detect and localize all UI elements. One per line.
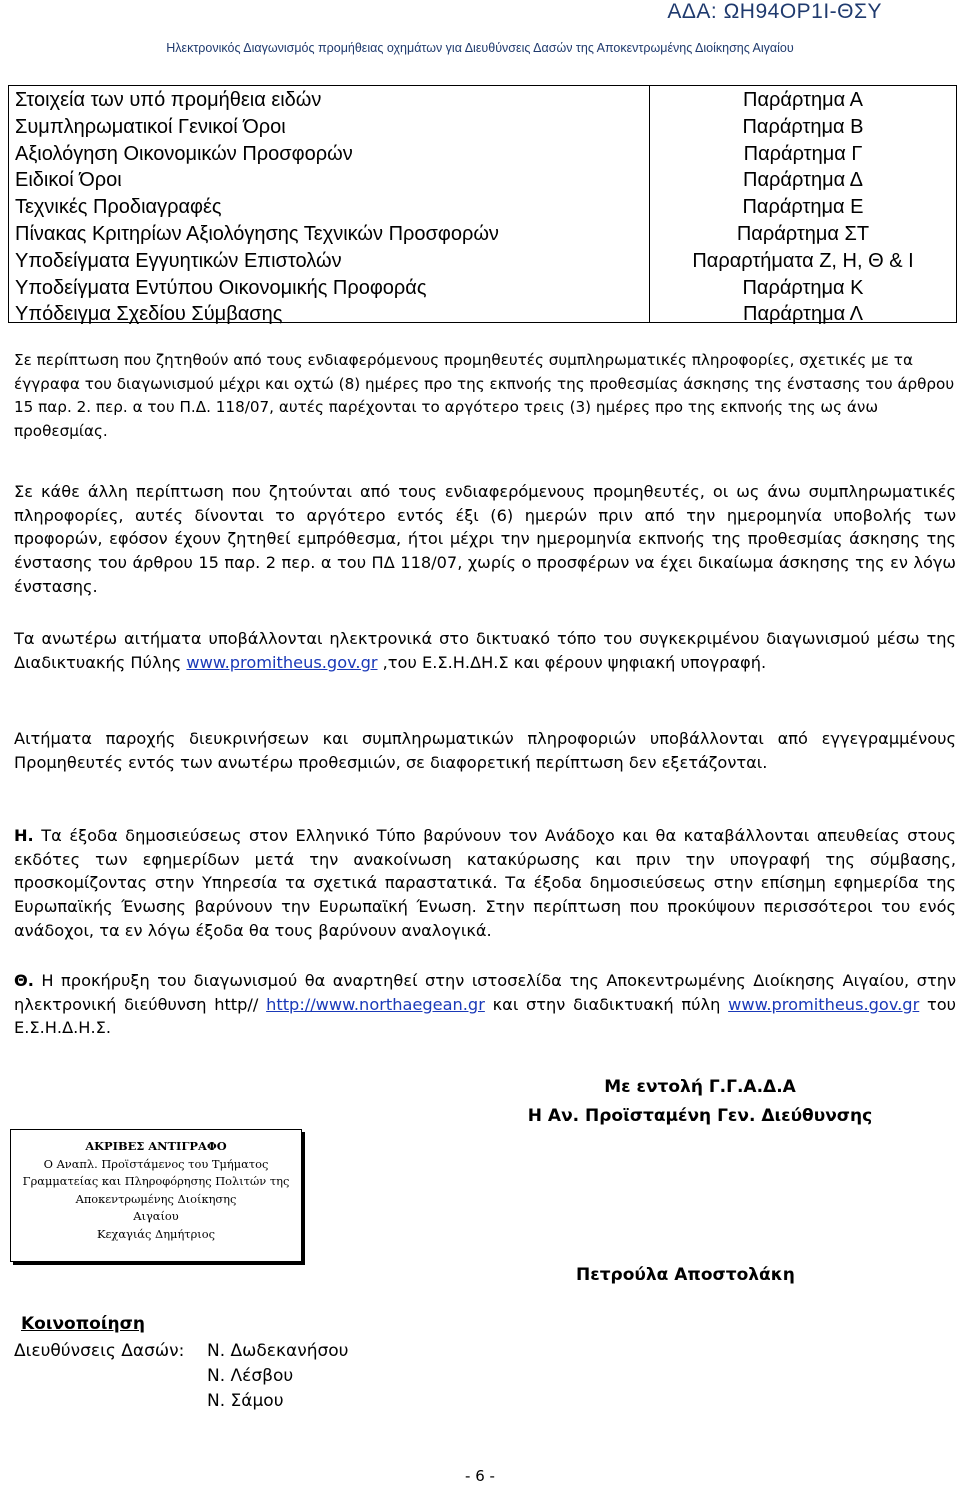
promitheus-link[interactable]: www.promitheus.gov.gr — [186, 652, 378, 672]
paragraph-clarifications: Σε περίπτωση που ζητηθούν από τους ενδιαφερόμενους προμηθευτές συμπληρωματικές πληροφορίες, σχετικές με τα έγγραφα του διαγωνισμού μέχρι και οχτώ (8) ημέρες προ της εκπνοής της προθεσμίας άσκησης της ένστασης του άρθρου 15 παρ. 2. περ. α του Π.Δ. 118/07, αυτές παρέχονται το αργότερο τρεις (3) ημέρες προ της εκπνοής της ως άνω προθεσμίας. — [14, 351, 955, 441]
annex-label: Παράρτημα Δ — [743, 169, 863, 192]
annex-label: Παράρτημα Ε — [742, 196, 864, 219]
stamp-line: Γραμματείας και Πληροφόρησης Πολιτών της — [22, 1174, 290, 1189]
paragraph-text: Τα ανωτέρω αιτήματα υποβάλλονται ηλεκτρονικά στο δικτυακό τόπο του συγκεκριμένου διαγωνισμού μέσω της Διαδικτυακής Πύλης — [14, 629, 956, 672]
annex-label: Παραρτήματα Ζ, Η, Θ & Ι — [692, 249, 914, 272]
section-label: Θ. — [14, 971, 34, 990]
annex-title: Ειδικοί Όροι — [15, 169, 122, 192]
paragraph-section-th — [14, 969, 956, 1040]
annex-labels-column — [650, 86, 956, 326]
paragraph-text: του Ε.Σ.Η.Δ.Η.Σ. — [14, 994, 956, 1038]
annex-title: Πίνακας Κριτηρίων Αξιολόγησης Τεχνικών Προσφορών — [15, 222, 499, 245]
stamp-line: Κεχαγιάς Δημήτριος — [97, 1226, 215, 1241]
signer-name: Πετρούλα Αποστολάκη — [576, 1265, 795, 1285]
distribution-label: Διευθύνσεις Δασών: — [14, 1341, 185, 1361]
annex-titles-column — [9, 86, 650, 326]
document-subtitle: Ηλεκτρονικός Διαγωνισμός προμήθειας οχημάτων για Διευθύνσεις Δασών της Αποκεντρωμένης Διοίκησης Αιγαίου — [166, 41, 794, 55]
annex-label: Παράρτημα Κ — [742, 276, 864, 299]
paragraph-text: ,του Ε.Σ.Η.ΔΗ.Σ και φέρουν ψηφιακή υπογραφή. — [377, 652, 767, 672]
annex-label: Παράρτημα Γ — [743, 142, 863, 165]
annex-table — [8, 85, 957, 326]
annex-title: Αξιολόγηση Οικονομικών Προσφορών — [15, 142, 353, 165]
promitheus-link[interactable]: www.promitheus.gov.gr — [728, 994, 920, 1014]
ada-code: ΑΔΑ: ΩΗ94ΟΡ1Ι-ΘΣΥ — [667, 0, 882, 23]
stamp-line: Ο Αναπλ. Προϊστάμενος του Τμήματος — [43, 1156, 269, 1171]
northaegean-link[interactable]: http://www.northaegean.gr — [266, 994, 485, 1014]
signature-heading — [500, 1073, 900, 1131]
annex-label: Παράρτημα Β — [742, 115, 864, 138]
paragraph-submission — [14, 627, 956, 674]
section-label: Η. — [14, 826, 34, 845]
paragraph-text: Τα έξοδα δημοσιεύσεως στον Ελληνικό Τύπο βαρύνουν τον Ανάδοχο και θα καταβάλλονται απευθείας στους εκδότες των εφημερίδων μετά την ανακοίνωση κατακύρωσης και πριν την υπογραφή της σύμβασης, προσκομίζοντας στην Υπηρεσία τα σχετικά παραστατικά. Τα έξοδα δημοσιεύσεως στην επίσημη εφημερίδα της Ευρωπαϊκής Ένωσης βαρύνουν την Ευρωπαϊκή Ένωση. Στην περίπτωση που προκύψουν περισσότεροι του ενός ανάδοχοι, τα εν λόγω έξοδα θα τους βαρύνουν αναλογικά. — [14, 826, 956, 940]
annex-title: Συμπληρωματικοί Γενικοί Όροι — [15, 115, 286, 138]
annex-label: Παράρτημα ΣΤ — [736, 222, 870, 245]
paragraph-requests: Αιτήματα παροχής διευκρινήσεων και συμπληρωματικών πληροφοριών υποβάλλονται από εγγεγραμμένους Προμηθευτές εντός των ανωτέρω προθεσμιών, σε διαφορετική περίπτωση δεν εξετάζονται. — [14, 729, 956, 772]
annex-label: Παράρτημα Λ — [743, 303, 863, 326]
paragraph-text: Η προκήρυξη του διαγωνισμού θα αναρτηθεί στην ιστοσελίδα της Αποκεντρωμένης Διοίκησης Αιγαίου, στην ηλεκτρονική διεύθυνση http// — [14, 971, 956, 1014]
signature-line-2: Η Αν. Προϊσταμένη Γεν. Διεύθυνσης — [527, 1106, 873, 1126]
stamp-line: Αιγαίου — [133, 1209, 179, 1224]
annex-label: Παράρτημα Α — [743, 89, 863, 111]
paragraph-text: και στην διαδικτυακή πύλη — [484, 994, 729, 1014]
distribution-item: Ν. Λέσβου — [207, 1366, 294, 1386]
annex-title: Τεχνικές Προδιαγραφές — [15, 196, 222, 219]
annex-title: Υπόδειγμα Σχεδίου Σύμβασης — [15, 303, 283, 326]
distribution-title: Κοινοποίηση — [21, 1314, 145, 1334]
stamp-line: Αποκεντρωμένης Διοίκησης — [75, 1191, 237, 1206]
distribution-item: Ν. Δωδεκανήσου — [207, 1341, 349, 1361]
signature-line-1: Με εντολή Γ.Γ.Α.Δ.Α — [604, 1077, 796, 1097]
annex-title: Στοιχεία των υπό προμήθεια ειδών — [15, 89, 322, 111]
paragraph-other-cases: Σε κάθε άλλη περίπτωση που ζητούνται από τους ενδιαφερόμενους προμηθευτές, οι ως άνω συμπληρωματικές πληροφορίες, αυτές δίνονται το αργότερο εντός έξι (6) ημερών πριν από την ημερομηνία υποβολής των προφορών, εφόσον έχουν ζητηθεί εμπρόθεσμα, ήτοι μέχρι την ημερομηνία εκπνοής της προθεσμίας άσκησης της ένστασης του άρθρου 15 παρ. 2 περ. α του ΠΔ 118/07, χωρίς ο προσφέρων να έχει δικαίωμα άσκησης της εν λόγω ένστασης. — [14, 482, 956, 596]
annex-title: Υποδείγματα Εγγυητικών Επιστολών — [15, 249, 342, 272]
distribution-item: Ν. Σάμου — [207, 1391, 284, 1411]
stamp-title: ΑΚΡΙΒΕΣ ΑΝΤΙΓΡΑΦΟ — [85, 1139, 227, 1153]
paragraph-section-h — [14, 824, 956, 943]
certified-copy-stamp — [10, 1129, 302, 1262]
annex-title: Υποδείγματα Εντύπου Οικονομικής Προφοράς — [15, 276, 427, 299]
page-number: - 6 - — [465, 1467, 495, 1485]
